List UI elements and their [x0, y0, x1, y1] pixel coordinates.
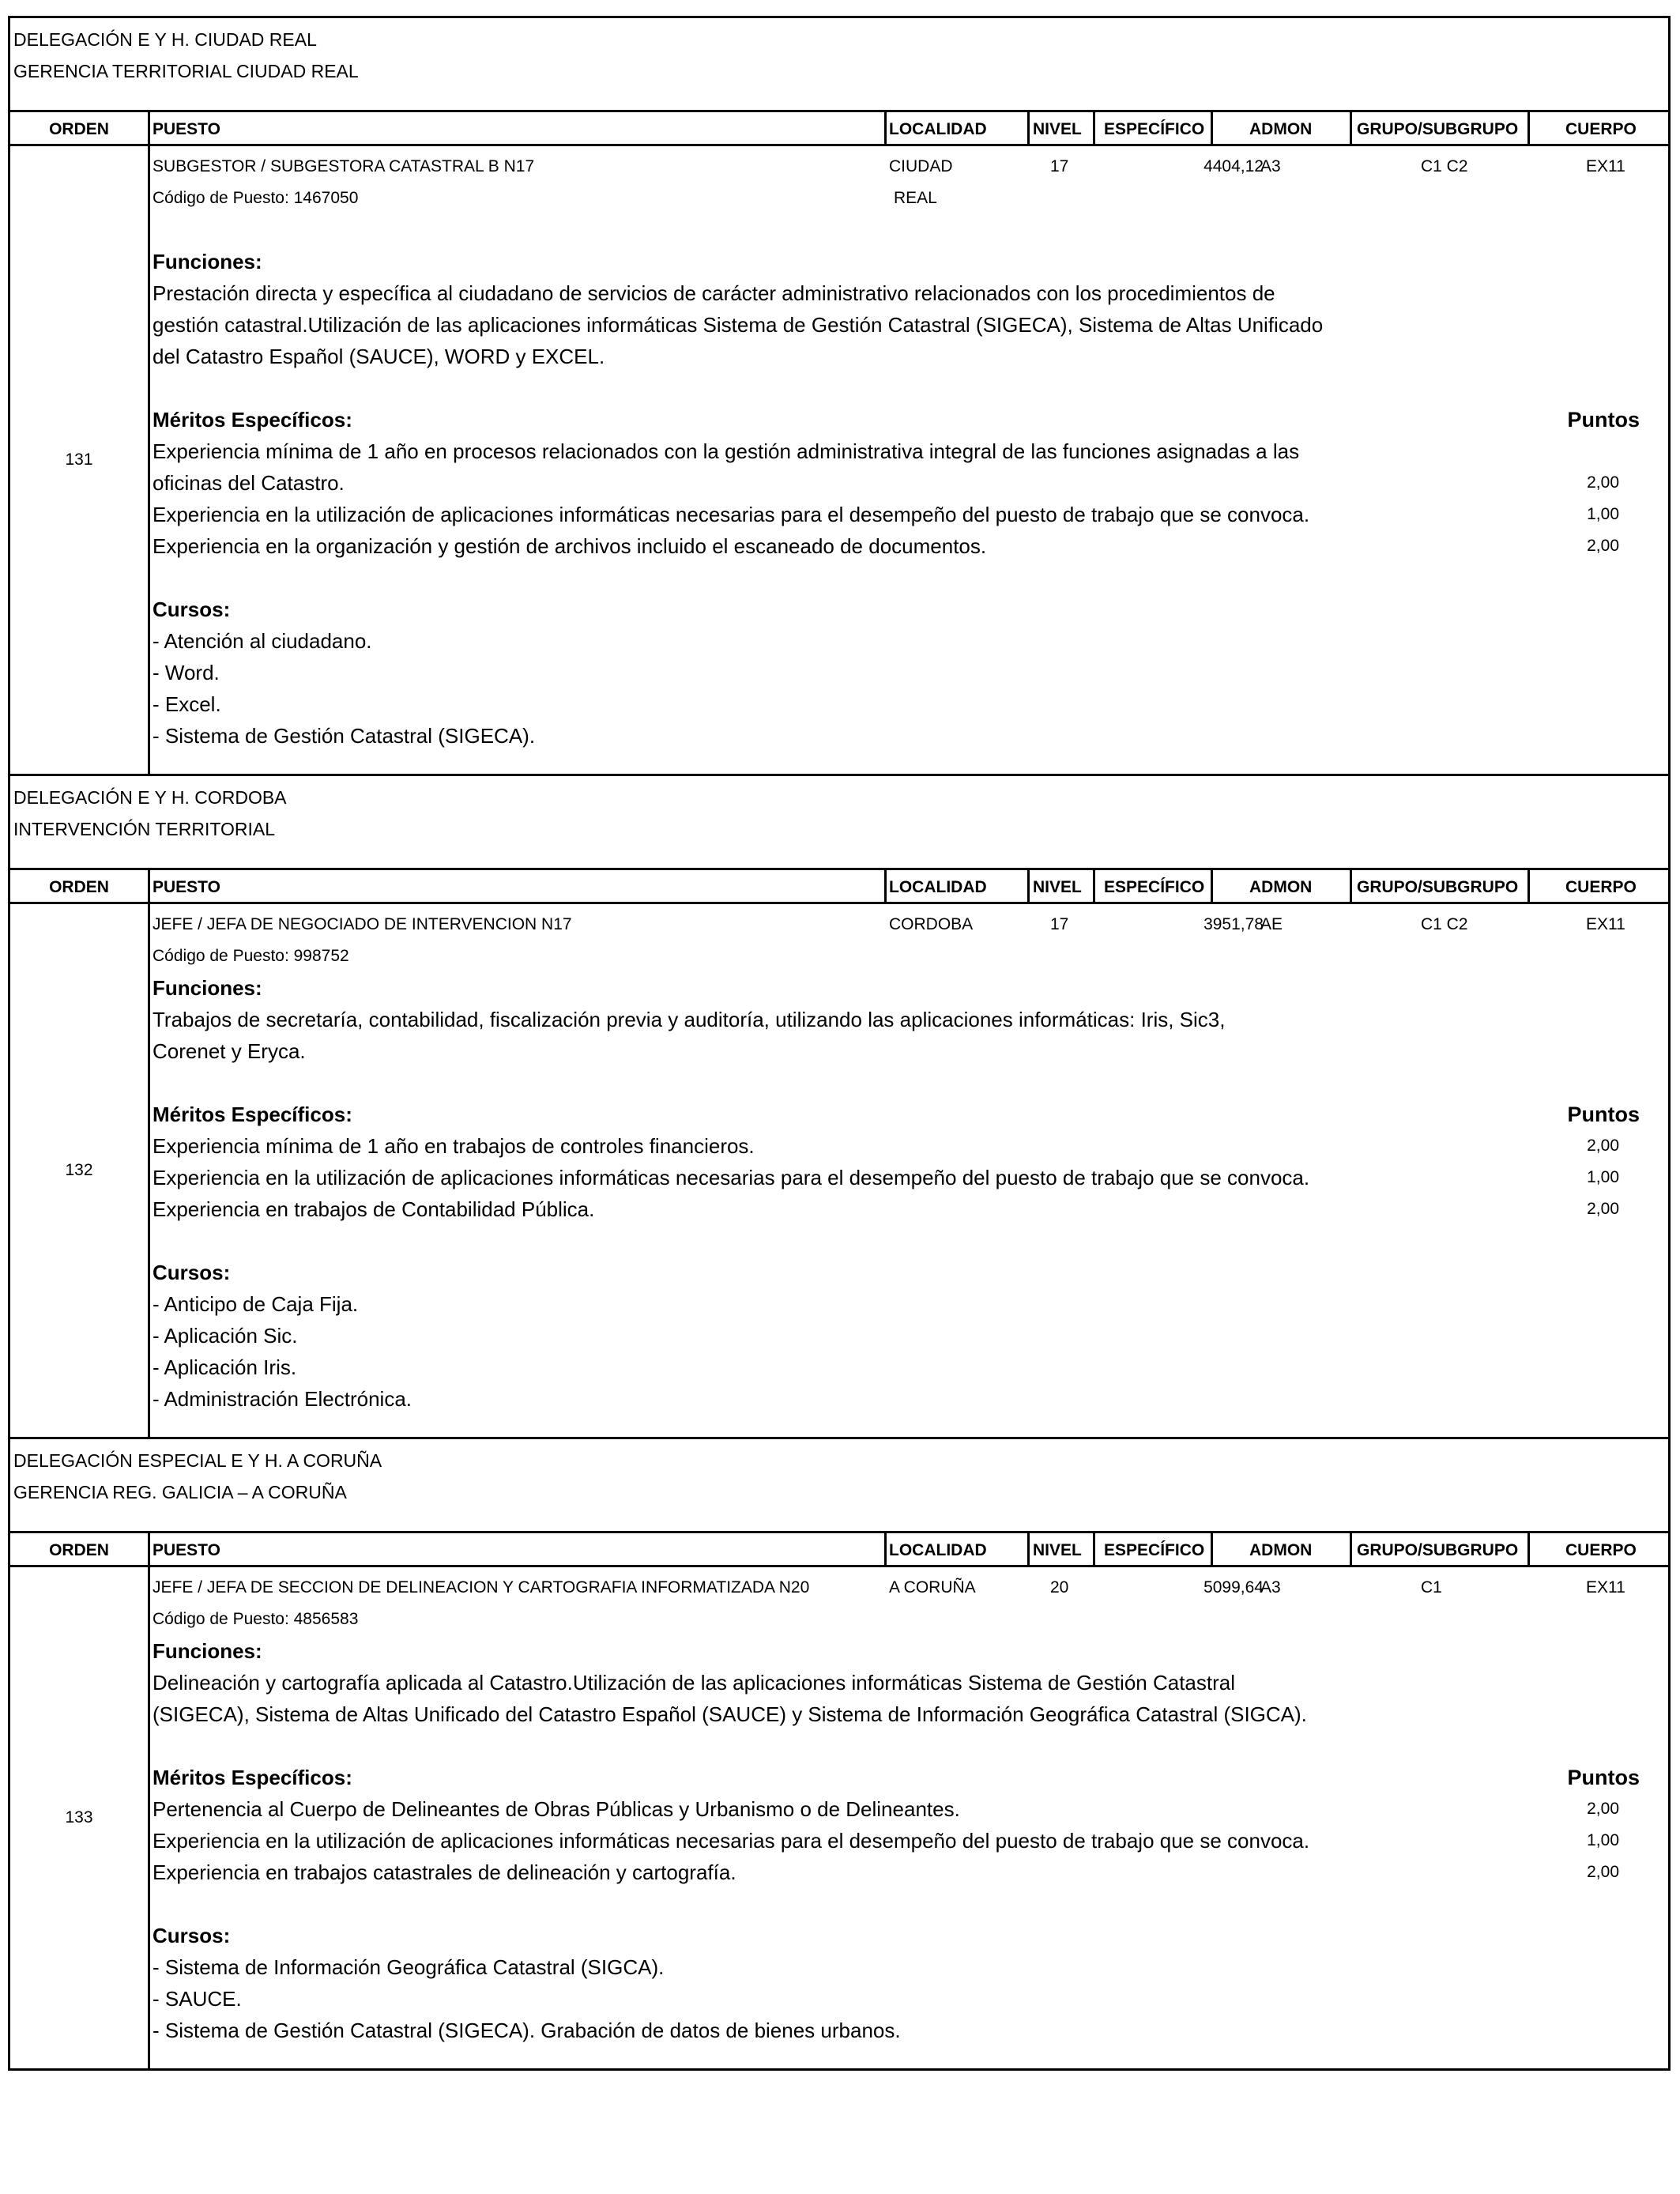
- column-divider: [1027, 870, 1030, 902]
- merito-line: [153, 1857, 1668, 1888]
- funciones-label: Funciones:: [153, 976, 262, 1000]
- post-body: [10, 146, 1668, 774]
- merito-line: [153, 499, 1668, 530]
- column-header-especifico: ESPECÍFICO: [1104, 120, 1205, 138]
- spacer: [153, 214, 1668, 246]
- funciones-line: del Catastro Español (SAUCE), WORD y EXCEL.: [153, 345, 605, 368]
- column-divider: [148, 1533, 150, 1565]
- orden-number: 133: [65, 1808, 93, 1826]
- curso-item: - Word.: [153, 661, 220, 684]
- column-divider: [1211, 870, 1213, 902]
- post-section: [8, 774, 1671, 1437]
- cursos-label: Cursos:: [153, 1924, 231, 1947]
- column-header-cuerpo: CUERPO: [1565, 1541, 1637, 1559]
- puntos-label: Puntos: [1567, 1766, 1640, 1789]
- merito-points: 2,00: [1587, 1800, 1619, 1818]
- department-header: [10, 776, 1668, 868]
- curso-item: - Anticipo de Caja Fija.: [153, 1292, 359, 1316]
- funciones-label: Funciones:: [153, 1639, 262, 1663]
- funciones-line: gestión catastral.Utilización de las aplicaciones informáticas Sistema de Gestión Catastral (SIGECA), Sistema de Altas Unificado: [153, 313, 1324, 337]
- column-header-cuerpo: CUERPO: [1565, 878, 1637, 896]
- spacer: [153, 1225, 1668, 1257]
- post-localidad: A CORUÑA: [889, 1578, 976, 1596]
- post-code-row: [153, 941, 1668, 972]
- column-header-orden: ORDEN: [49, 120, 109, 138]
- curso-item: - Aplicación Iris.: [153, 1355, 297, 1379]
- department-unit: GERENCIA TERRITORIAL CIUDAD REAL: [13, 61, 359, 81]
- post-code-row: [153, 1604, 1668, 1635]
- meritos-header: [153, 404, 1668, 435]
- cursos-label: Cursos:: [153, 598, 231, 621]
- column-header-cuerpo: CUERPO: [1565, 120, 1637, 138]
- meritos-header: [153, 1099, 1668, 1130]
- column-header-orden: ORDEN: [49, 878, 109, 896]
- meritos-label: Méritos Específicos:: [153, 1766, 352, 1789]
- column-divider: [1093, 1533, 1095, 1565]
- post-puesto: JEFE / JEFA DE SECCION DE DELINEACION Y CARTOGRAFIA INFORMATIZADA N20: [153, 1578, 810, 1596]
- column-divider: [1093, 870, 1095, 902]
- post-section: [8, 1437, 1671, 2071]
- post-content: [153, 904, 1668, 1437]
- post-nivel: 17: [1050, 915, 1069, 933]
- merito-text: Experiencia en la organización y gestión de archivos incluido el escaneado de documentos.: [153, 534, 987, 558]
- column-header-localidad: LOCALIDAD: [889, 878, 987, 896]
- curso-item: - Administración Electrónica.: [153, 1387, 412, 1411]
- column-header-grupo: GRUPO/SUBGRUPO: [1357, 1541, 1519, 1559]
- merito-text: Experiencia mínima de 1 año en trabajos de controles financieros.: [153, 1134, 755, 1158]
- column-header-admon: ADMON: [1249, 878, 1313, 896]
- column-header-localidad: LOCALIDAD: [889, 1541, 987, 1559]
- post-code-row: [153, 183, 1668, 214]
- column-divider: [1350, 870, 1352, 902]
- merito-text: Experiencia en la utilización de aplicaciones informáticas necesarias para el desempeño del puesto de trabajo que se convoca.: [153, 1166, 1310, 1189]
- spacer: [153, 1730, 1668, 1762]
- column-header-admon: ADMON: [1249, 120, 1313, 138]
- meritos-header: [153, 1762, 1668, 1793]
- orden-number: 131: [65, 450, 93, 469]
- column-header-orden: ORDEN: [49, 1541, 109, 1559]
- column-header-row: [10, 868, 1668, 904]
- post-especifico: 5099,64: [1203, 1578, 1264, 1596]
- post-summary-row: [153, 151, 1668, 183]
- merito-points: 2,00: [1587, 473, 1619, 492]
- puntos-label: Puntos: [1567, 1103, 1640, 1126]
- meritos-label: Méritos Específicos:: [153, 1103, 352, 1126]
- post-localidad-cont: REAL: [894, 189, 937, 207]
- orden-divider: [148, 904, 150, 1437]
- column-divider: [884, 870, 887, 902]
- post-grupo: C1: [1421, 1578, 1442, 1596]
- column-header-nivel: NIVEL: [1033, 120, 1082, 138]
- merito-line: [153, 435, 1668, 467]
- curso-item: - SAUCE.: [153, 1987, 242, 2011]
- funciones-line: Delineación y cartografía aplicada al Catastro.Utilización de las aplicaciones informáticas Sistema de Gestión Catastral: [153, 1671, 1236, 1695]
- funciones-label: Funciones:: [153, 250, 262, 273]
- post-content: [153, 1567, 1668, 2068]
- department-unit: GERENCIA REG. GALICIA – A CORUÑA: [13, 1482, 347, 1502]
- merito-points: 2,00: [1587, 1200, 1619, 1218]
- merito-line: [153, 1162, 1668, 1193]
- merito-line: [153, 1793, 1668, 1825]
- funciones-line: Prestación directa y específica al ciudadano de servicios de carácter administrativo relacionados con los procedimientos de: [153, 281, 1275, 305]
- merito-points: 2,00: [1587, 1863, 1619, 1881]
- curso-item: - Sistema de Información Geográfica Catastral (SIGCA).: [153, 1955, 665, 1979]
- post-nivel: 17: [1050, 157, 1069, 175]
- column-divider: [148, 870, 150, 902]
- merito-text: Experiencia en la utilización de aplicaciones informáticas necesarias para el desempeño del puesto de trabajo que se convoca.: [153, 1829, 1310, 1853]
- column-divider: [1350, 1533, 1352, 1565]
- column-header-puesto: PUESTO: [153, 878, 220, 896]
- merito-line: [153, 1193, 1668, 1225]
- column-header-especifico: ESPECÍFICO: [1104, 1541, 1205, 1559]
- post-body: [10, 904, 1668, 1437]
- column-divider: [1211, 112, 1213, 144]
- post-admon: AE: [1260, 915, 1283, 933]
- column-header-nivel: NIVEL: [1033, 878, 1082, 896]
- funciones-line: (SIGECA), Sistema de Altas Unificado del Catastro Español (SAUCE) y Sistema de Información Geográfica Catastral (SIGCA).: [153, 1702, 1307, 1726]
- spacer: [153, 562, 1668, 594]
- column-header-grupo: GRUPO/SUBGRUPO: [1357, 878, 1519, 896]
- funciones-line: Trabajos de secretaría, contabilidad, fiscalización previa y auditoría, utilizando las aplicaciones informáticas: Iris, Sic3,: [153, 1008, 1226, 1031]
- post-admon: A3: [1260, 1578, 1281, 1596]
- spacer: [153, 372, 1668, 404]
- column-header-row: [10, 1531, 1668, 1567]
- orden-divider: [148, 146, 150, 774]
- merito-text: Experiencia en trabajos catastrales de delineación y cartografía.: [153, 1860, 736, 1884]
- merito-text: oficinas del Catastro.: [153, 471, 345, 495]
- post-puesto: SUBGESTOR / SUBGESTORA CATASTRAL B N17: [153, 157, 535, 175]
- column-header-grupo: GRUPO/SUBGRUPO: [1357, 120, 1519, 138]
- curso-item: - Sistema de Gestión Catastral (SIGECA). Grabación de datos de bienes urbanos.: [153, 2019, 901, 2042]
- column-header-especifico: ESPECÍFICO: [1104, 878, 1205, 896]
- department-name: DELEGACIÓN E Y H. CIUDAD REAL: [13, 29, 317, 50]
- column-divider: [1527, 112, 1530, 144]
- merito-text: Experiencia en trabajos de Contabilidad Pública.: [153, 1197, 595, 1221]
- column-divider: [148, 112, 150, 144]
- job-listing-document: [8, 16, 1671, 2071]
- department-name: DELEGACIÓN E Y H. CORDOBA: [13, 787, 287, 808]
- puntos-label: Puntos: [1567, 408, 1640, 432]
- department-name: DELEGACIÓN ESPECIAL E Y H. A CORUÑA: [13, 1450, 382, 1471]
- column-header-localidad: LOCALIDAD: [889, 120, 987, 138]
- post-nivel: 20: [1050, 1578, 1069, 1596]
- merito-points: 2,00: [1587, 1137, 1619, 1155]
- post-localidad: CIUDAD: [889, 157, 953, 175]
- post-localidad: CORDOBA: [889, 915, 974, 933]
- merito-points: 1,00: [1587, 1168, 1619, 1186]
- post-section: [8, 16, 1671, 774]
- curso-item: - Aplicación Sic.: [153, 1324, 298, 1348]
- merito-line: [153, 1130, 1668, 1162]
- merito-line: [153, 467, 1668, 499]
- meritos-label: Méritos Específicos:: [153, 408, 352, 432]
- orden-number: 132: [65, 1161, 93, 1179]
- post-grupo: C1 C2: [1421, 157, 1468, 175]
- post-body: [10, 1567, 1668, 2068]
- post-especifico: 3951,78: [1203, 915, 1264, 933]
- post-puesto: JEFE / JEFA DE NEGOCIADO DE INTERVENCION N17: [153, 915, 572, 933]
- column-header-puesto: PUESTO: [153, 120, 220, 138]
- funciones-line: Corenet y Eryca.: [153, 1039, 306, 1063]
- cursos-label: Cursos:: [153, 1261, 231, 1284]
- post-grupo: C1 C2: [1421, 915, 1468, 933]
- column-header-admon: ADMON: [1249, 1541, 1313, 1559]
- post-code: Código de Puesto: 1467050: [153, 189, 359, 207]
- post-especifico: 4404,12: [1203, 157, 1264, 175]
- post-cuerpo: EX11: [1586, 157, 1625, 175]
- column-divider: [884, 1533, 887, 1565]
- curso-item: - Excel.: [153, 692, 221, 716]
- merito-line: [153, 530, 1668, 562]
- column-divider: [1093, 112, 1095, 144]
- merito-text: Experiencia en la utilización de aplicaciones informáticas necesarias para el desempeño del puesto de trabajo que se convoca.: [153, 503, 1310, 526]
- spacer: [153, 1888, 1668, 1920]
- curso-item: - Sistema de Gestión Catastral (SIGECA).: [153, 724, 536, 748]
- column-divider: [1027, 1533, 1030, 1565]
- post-summary-row: [153, 909, 1668, 941]
- curso-item: - Atención al ciudadano.: [153, 629, 372, 653]
- column-divider: [884, 112, 887, 144]
- post-code: Código de Puesto: 4856583: [153, 1610, 359, 1628]
- column-divider: [1211, 1533, 1213, 1565]
- column-header-nivel: NIVEL: [1033, 1541, 1082, 1559]
- column-divider: [1527, 870, 1530, 902]
- column-header-puesto: PUESTO: [153, 1541, 220, 1559]
- post-cuerpo: EX11: [1586, 915, 1625, 933]
- department-header: [10, 1439, 1668, 1531]
- merito-points: 1,00: [1587, 505, 1619, 523]
- column-divider: [1527, 1533, 1530, 1565]
- column-divider: [1027, 112, 1030, 144]
- post-summary-row: [153, 1572, 1668, 1604]
- column-header-row: [10, 110, 1668, 146]
- merito-points: 1,00: [1587, 1831, 1619, 1849]
- post-content: [153, 146, 1668, 774]
- merito-text: Pertenencia al Cuerpo de Delineantes de Obras Públicas y Urbanismo o de Delineantes.: [153, 1797, 960, 1821]
- department-header: [10, 18, 1668, 110]
- department-unit: INTERVENCIÓN TERRITORIAL: [13, 819, 276, 839]
- merito-text: Experiencia mínima de 1 año en procesos relacionados con la gestión administrativa integral de las funciones asignadas a las: [153, 439, 1300, 463]
- post-code: Código de Puesto: 998752: [153, 947, 349, 965]
- spacer: [153, 1067, 1668, 1099]
- merito-points: 2,00: [1587, 537, 1619, 555]
- merito-line: [153, 1825, 1668, 1857]
- post-cuerpo: EX11: [1586, 1578, 1625, 1596]
- orden-divider: [148, 1567, 150, 2068]
- post-admon: A3: [1260, 157, 1281, 175]
- column-divider: [1350, 112, 1352, 144]
